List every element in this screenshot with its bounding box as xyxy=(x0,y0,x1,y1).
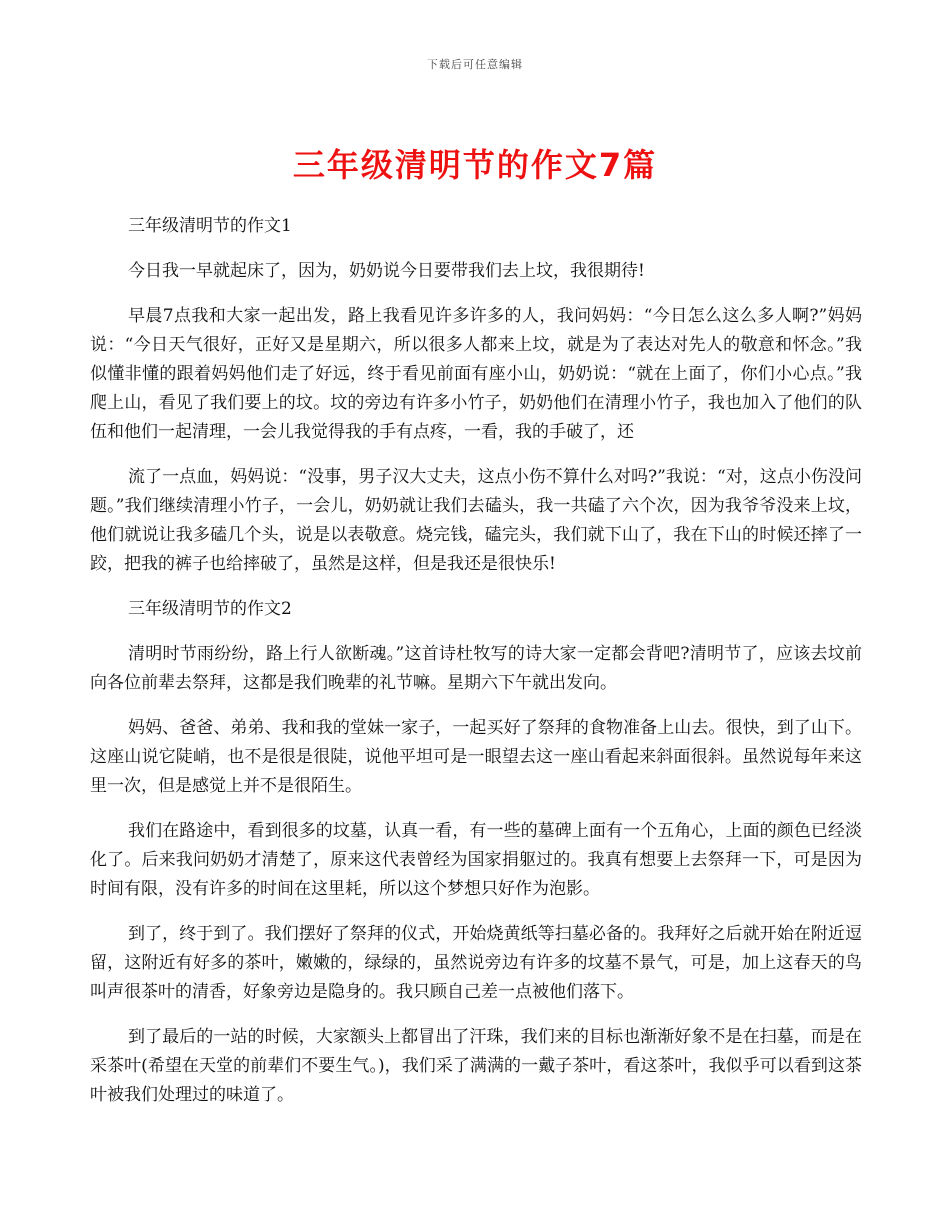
paragraph: 流了一点血，妈妈说：“没事，男子汉大丈夫，这点小伤不算什么对吗?”我说：“对，这点小伤没问题。”我们继续清理小竹子，一会儿，奶奶就让我们去磕头，我一共磕了六个次，因为我爷爷没来上坟，他们就说让我多磕几个头，说是以表敬意。烧完钱，磕完头，我们就下山了，我在下山的时候还摔了一跤，把我的裤子也给摔破了，虽然是这样，但是我还是很快乐! xyxy=(90,467,862,574)
paragraph: 到了最后的一站的时候，大家额头上都冒出了汗珠，我们来的目标也渐渐好象不是在扫墓，而是在采茶叶(希望在天堂的前辈们不要生气。)，我们采了满满的一戴子茶叶，看这茶叶，我似乎可以看到这茶叶被我们处理过的味道了。 xyxy=(90,1027,862,1105)
paragraph: 清明时节雨纷纷，路上行人欲断魂。”这首诗杜牧写的诗大家一定都会背吧?清明节了，应该去坟前向各位前辈去祭拜，这都是我们晚辈的礼节嘛。星期六下午就出发向。 xyxy=(90,644,862,693)
page-header-note: 下载后可任意编辑 xyxy=(427,58,523,71)
section-heading: 三年级清明节的作文2 xyxy=(128,599,292,619)
paragraph: 我们在路途中，看到很多的坟墓，认真一看，有一些的墓碑上面有一个五角心，上面的颜色已经淡化了。后来我问奶奶才清楚了，原来这代表曾经为国家捐躯过的。我真有想要上去祭拜一下，可是因为时间有限，没有许多的时间在这里耗，所以这个梦想只好作为泡影。 xyxy=(90,821,862,899)
paragraph: 到了，终于到了。我们摆好了祭拜的仪式，开始烧黄纸等扫墓必备的。我拜好之后就开始在附近逗留，这附近有好多的茶叶，嫩嫩的，绿绿的，虽然说旁边有许多的坟墓不景气，可是，加上这春天的鸟叫声很茶叶的清香，好象旁边是隐身的。我只顾自己差一点被他们落下。 xyxy=(90,924,862,1002)
section-heading: 三年级清明节的作文1 xyxy=(128,216,292,236)
document-body xyxy=(90,212,862,1126)
document-title: 三年级清明节的作文7篇 xyxy=(292,146,658,184)
paragraph: 今日我一早就起床了，因为，奶奶说今日要带我们去上坟，我很期待! xyxy=(128,261,645,281)
paragraph: 妈妈、爸爸、弟弟、我和我的堂妹一家子，一起买好了祭拜的食物准备上山去。很快，到了山下。这座山说它陡峭，也不是很是很陡，说他平坦可是一眼望去这一座山看起来斜面很斜。虽然说每年来这里一次，但是感觉上并不是很陌生。 xyxy=(90,718,862,796)
paragraph: 早晨7点我和大家一起出发，路上我看见许多许多的人，我问妈妈：“今日怎么这么多人啊?”妈妈说：“今日天气很好，正好又是星期六，所以很多人都来上坟，就是为了表达对先人的敬意和怀念。”我似懂非懂的跟着妈妈他们走了好远，终于看见前面有座小山，奶奶说：“就在上面了，你们小心点。”我爬上山，看见了我们要上的坟。坟的旁边有许多小竹子，奶奶他们在清理小竹子，我也加入了他们的队伍和他们一起清理，一会儿我觉得我的手有点疼，一看，我的手破了，还 xyxy=(90,306,862,442)
